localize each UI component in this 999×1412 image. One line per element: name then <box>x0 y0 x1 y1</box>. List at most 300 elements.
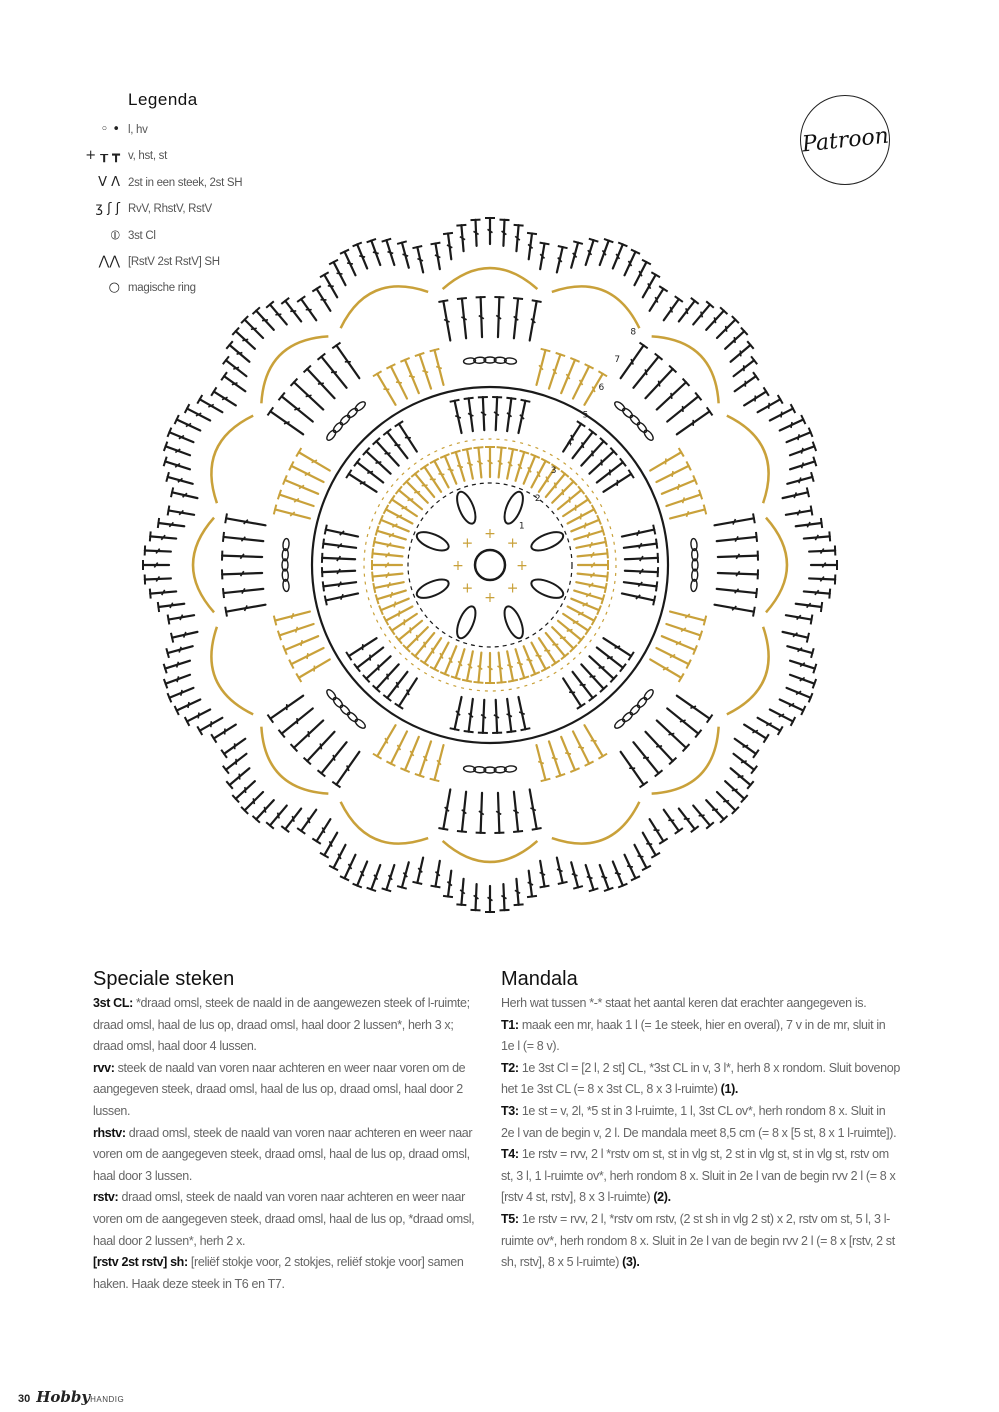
round8-stitch-top <box>829 531 830 541</box>
round3-stitch-top <box>376 594 379 604</box>
round8-stitch-top <box>443 896 453 897</box>
round8-stitch-top <box>456 904 466 905</box>
round3-stitch-top <box>373 583 375 593</box>
round-label: 4 <box>566 438 573 449</box>
cluster-stitch <box>501 604 527 641</box>
definition: draad omsl, steek de naald van voren naar achteren en weer naar voren om de aangegeven steek, draad omsl, haal de lus op, draad omsl, haal door 3 lussen. <box>93 1125 473 1183</box>
round4-stitch-top <box>450 400 460 402</box>
round8-stitch-top <box>297 296 305 302</box>
round3-stitch-top <box>508 448 518 450</box>
round4-stitch-top <box>325 525 327 535</box>
round8-stitch-top <box>166 648 169 658</box>
round7-arch <box>341 286 429 328</box>
round3-stitch-bar <box>467 463 473 465</box>
round5-stitch-bar <box>422 371 428 373</box>
legend-label: l, hv <box>128 124 148 136</box>
round5-stitch-bar <box>291 613 293 619</box>
increase-icon: V Ʌ <box>98 175 120 190</box>
round8-stitch-top <box>158 602 159 612</box>
round8-stitch-bar <box>181 690 182 696</box>
chain-loop <box>332 696 344 709</box>
round8-stitch-top <box>412 246 422 248</box>
round3-stitch-bar <box>438 474 444 475</box>
round8-stitch-bar <box>726 326 727 332</box>
round-instruction <box>501 1015 901 1058</box>
term: T2: <box>501 1060 519 1075</box>
round4-stitch-top <box>653 596 655 606</box>
round6-stitch-top <box>753 513 755 523</box>
legend-label: v, hst, st <box>128 150 167 162</box>
legend-label: magische ring <box>128 282 196 294</box>
patroon-badge <box>800 95 890 185</box>
round8-stitch-top <box>514 225 524 226</box>
round8-stitch-bar <box>799 478 801 484</box>
single-crochet-mark: + <box>484 526 496 542</box>
round3-stitch-bar <box>569 497 570 503</box>
round6-stitch-top <box>756 588 757 598</box>
stitch-def <box>93 1252 483 1295</box>
term: T1: <box>501 1017 519 1032</box>
round3-stitch-top <box>473 447 483 448</box>
round7-arch <box>552 802 640 844</box>
round5-stitch-bar <box>672 471 673 477</box>
round6-stitch-top <box>756 532 757 542</box>
term: T4: <box>501 1147 519 1162</box>
round8-stitch-bar <box>638 856 644 857</box>
round8-stitch-bar <box>403 254 409 256</box>
round-instruction <box>501 1058 901 1101</box>
round3-stitch-bar <box>588 532 590 538</box>
round6-stitch-top <box>707 715 713 723</box>
magic-ring <box>475 550 505 580</box>
round8-stitch-top <box>573 241 583 244</box>
round4-stitch-top <box>323 581 324 591</box>
round8-stitch-top <box>221 372 227 380</box>
chain-loop <box>621 407 634 419</box>
definition: *draad omsl, steek de naald in de aangewezen steek of l-ruimte; draad omsl, haal de lus op, draad omsl, haal door 2 lussen*, herh 3 x; draad omsl, haal door 4 lussen. <box>93 996 470 1054</box>
round3-stitch-bar <box>560 637 566 638</box>
round5-stitch-bar <box>307 653 308 659</box>
round8-stitch-top <box>753 372 759 380</box>
round3-stitch-top <box>497 447 507 448</box>
chain-loop <box>354 718 367 730</box>
round6-stitch-top <box>707 407 713 415</box>
round3-stitch-bar <box>414 492 420 493</box>
page-number: 30 <box>18 1393 31 1405</box>
round5-stitch-bar <box>301 640 302 646</box>
single-crochet-mark: + <box>506 580 519 597</box>
round8-stitch-top <box>456 225 466 226</box>
round8-stitch-top <box>166 472 169 482</box>
chain-loop <box>643 429 655 442</box>
round3-stitch-top <box>605 537 607 547</box>
round5-stitch-bar <box>409 376 415 377</box>
round3-stitch-bar <box>399 611 400 617</box>
brand-logo: Hobby <box>36 1388 91 1406</box>
round3-stitch-top <box>508 680 518 682</box>
round5-stitch-top <box>274 505 277 515</box>
round8-stitch-bar <box>699 815 705 816</box>
round7-arch <box>652 727 719 794</box>
round7-arch <box>727 627 769 715</box>
round8-stitch-bar <box>791 422 792 428</box>
round4-stitch-bar <box>385 453 391 454</box>
round8-stitch-bar <box>734 337 735 343</box>
round8-stitch-bar <box>801 448 802 454</box>
round6-stitch-top <box>225 513 227 523</box>
round3-stitch-top <box>605 583 607 593</box>
cluster-stitch <box>414 576 451 602</box>
round3-stitch-bar <box>388 582 390 588</box>
round8-stitch-bar <box>387 252 393 254</box>
round8-stitch-bar <box>540 872 545 875</box>
relief-stitch-icon: ʒ ʃ ʃ <box>95 201 120 216</box>
round8-stitch-bar <box>251 328 257 329</box>
round6-stitch-bar <box>671 393 672 399</box>
round5-stitch-top <box>541 779 551 782</box>
round8-stitch-top <box>514 904 524 905</box>
round6-stitch-top <box>438 828 448 830</box>
round8-stitch-top <box>573 886 583 889</box>
round5-stitch-bar <box>296 627 298 633</box>
round-label: 8 <box>630 327 637 338</box>
round5-stitch-bar <box>565 753 571 754</box>
round8-stitch-bar <box>797 510 800 515</box>
round3-stitch-top <box>462 448 472 450</box>
round5-stitch-bar <box>678 484 679 490</box>
chain-loop <box>325 429 337 442</box>
round8-stitch-top <box>297 828 305 834</box>
chain-loop <box>613 400 626 412</box>
relief-decrease-icon: ⋀⋀ <box>98 254 120 269</box>
instruction: 1e rstv = rvv, 2 l, *rstv om rstv, (2 st sh in vlg 2 st) x 2, rstv om st, 5 l, 3 l-ruimte ov*, herh rondom 8 x. Sluit in 2e l van de begin rvv 2 l (= 8 x [rstv, 2 st sh, rstv], 8 x 5 l-ruimte) <box>501 1211 895 1270</box>
round8-stitch-top <box>443 233 453 234</box>
chain-loop <box>325 688 337 701</box>
chain-loop <box>339 704 352 717</box>
round8-stitch-bar <box>601 876 607 877</box>
instruction: 1e 3st Cl = [2 l, 2 st] CL, *3st CL in v, 3 l*, herh 8 x rondom. Sluit bovenop het 1e 3st CL (= 8 x 3st CL, 8 x 3 l-ruimte) <box>501 1060 900 1097</box>
round4-stitch-top <box>450 728 460 730</box>
round8-stitch-bar <box>198 713 199 719</box>
round8-stitch-bar <box>180 615 183 620</box>
single-crochet-mark: + <box>461 580 474 597</box>
round6-stitch-bar <box>444 320 449 322</box>
round8-stitch-top <box>431 243 441 245</box>
round8-stitch-top <box>540 243 550 245</box>
round7-arch <box>211 416 253 504</box>
round8-stitch-bar <box>245 787 246 793</box>
round4-stitch-bar <box>601 460 602 466</box>
chain-loop <box>346 407 359 419</box>
term: T3: <box>501 1103 519 1118</box>
round8-stitch-top <box>527 233 537 234</box>
intro-text: Herh wat tussen *-* staat het aantal keren dat erachter aangegeven is. <box>501 996 867 1010</box>
round8-stitch-top <box>558 882 568 884</box>
legend-title: Legenda <box>128 90 198 109</box>
round4-stitch-bar <box>590 676 596 677</box>
round3-stitch-top <box>451 676 461 679</box>
round5-stitch-bar <box>578 747 584 748</box>
section-heading: Mandala <box>501 968 578 990</box>
chain-loop <box>354 400 367 412</box>
instruction: 1e rstv = rvv, 2 l *rstv om st, st in vlg st, 2 st in vlg st, st in vlg st, rstv om st, 3 l, 1 l-ruimte ov*, herh rondom 8 x. Sluit in 2e l van de begin rvv 2 l (= 8 x [rstv 4 st, rstv], 8 x 3 l-ruimte) <box>501 1147 896 1205</box>
stitch-icon: + ┰ ┳ <box>85 148 120 163</box>
round8-stitch-top <box>397 886 407 889</box>
round4-stitch-top <box>506 398 516 399</box>
round6-stitch-top <box>457 298 467 299</box>
round8-stitch-top <box>150 531 151 541</box>
round8-stitch-bar <box>435 255 440 258</box>
stitch-def <box>93 1058 483 1123</box>
chain-loop <box>332 421 344 434</box>
round8-stitch-top <box>811 615 813 625</box>
round5-stitch-bar <box>683 497 685 503</box>
single-crochet-mark: + <box>506 535 519 552</box>
round8-stitch-bar <box>337 273 343 274</box>
cluster-stitch <box>529 576 566 602</box>
round3-stitch-bar <box>581 513 582 519</box>
chain-loop <box>629 414 642 427</box>
magic-ring-icon: ○ <box>108 280 120 295</box>
round6-stitch-top <box>225 607 227 617</box>
chain-loop <box>339 414 352 427</box>
round6-stitch-top <box>753 607 755 617</box>
round-instruction <box>501 1144 901 1209</box>
round4-stitch-top <box>656 539 657 549</box>
round8-stitch-bar <box>239 774 240 780</box>
single-crochet-mark: + <box>484 590 496 606</box>
legend-item <box>60 148 290 168</box>
round7-arch <box>766 518 787 613</box>
round3-stitch-bar <box>585 523 586 529</box>
round5-stitch-bar <box>436 366 442 368</box>
round5-stitch-top <box>430 779 440 782</box>
round3-stitch-top <box>519 451 529 454</box>
round6-stitch-top <box>640 782 648 788</box>
ref: (1). <box>720 1082 739 1097</box>
round8-stitch-top <box>675 828 683 834</box>
cluster-stitch <box>453 489 479 526</box>
round4-stitch-top <box>323 539 324 549</box>
round3-stitch-top <box>601 594 604 604</box>
round3-stitch-bar <box>410 627 411 633</box>
round-label: 7 <box>614 355 621 366</box>
stitch-def <box>93 1187 483 1252</box>
round5-stitch-bar <box>396 382 402 383</box>
round7-arch <box>727 416 769 504</box>
round6-stitch-bar <box>656 746 662 747</box>
round8-stitch-bar <box>253 798 254 804</box>
round3-stitch-top <box>473 682 483 683</box>
round6-stitch-top <box>532 300 542 302</box>
round3-stitch-top <box>607 548 608 558</box>
round3-stitch-top <box>376 526 379 536</box>
round-instruction <box>501 1209 901 1274</box>
round8-stitch-bar <box>373 252 379 253</box>
round8-stitch-top <box>171 487 173 497</box>
round5-stitch-bar <box>552 758 558 760</box>
round3-stitch-top <box>451 451 461 454</box>
round3-stitch-top <box>372 572 373 582</box>
definition: steek de naald van voren naar achteren en weer naar voren om de aangegeven steek, draad omsl, haal de lus op, draad omsl, haal door 2 lussen. <box>93 1060 466 1118</box>
chain-stitch-icon: ◦ • <box>100 122 120 137</box>
chain-loop <box>613 718 626 730</box>
round7-arch <box>211 627 253 715</box>
legend-label: 3st Cl <box>128 230 156 242</box>
round3-stitch-bar <box>552 644 558 645</box>
round3-stitch-top <box>373 537 375 547</box>
round7-arch <box>443 268 538 289</box>
round4-stitch-bar <box>519 712 525 714</box>
round8-stitch-bar <box>184 632 186 638</box>
round8-stitch-top <box>150 589 151 599</box>
round3-stitch-top <box>372 548 373 558</box>
round8-stitch-top <box>540 886 550 888</box>
round5-stitch-top <box>704 505 707 515</box>
round4-stitch-top <box>656 581 657 591</box>
legend-label: 2st in een steek, 2st SH <box>128 177 243 189</box>
round5-stitch-top <box>274 616 277 626</box>
round6-stitch-top <box>532 828 542 830</box>
chain-ring-2 <box>408 483 572 647</box>
single-crochet-mark: + <box>461 535 474 552</box>
legend-label: [RstV 2st RstV] SH <box>128 256 220 268</box>
round4-stitch-top <box>464 731 474 732</box>
term: rvv: <box>93 1060 115 1075</box>
round8-stitch-bar <box>177 662 179 668</box>
definition: draad omsl, steek de naald van voren naar achteren en weer naar voren om de aangegeven steek, draad omsl, haal de lus op, *draad omsl, haal door 2 lussen*, herh 2 x. <box>93 1190 475 1248</box>
round8-stitch-top <box>158 518 159 528</box>
round8-stitch-top <box>829 589 830 599</box>
round3-stitch-top <box>519 676 529 679</box>
round8-stitch-bar <box>798 434 799 440</box>
round8-stitch-bar <box>627 866 633 867</box>
round8-stitch-top <box>821 602 822 612</box>
legend-item <box>60 122 290 142</box>
ref: (3). <box>622 1255 640 1270</box>
round6-stitch-top <box>438 300 448 302</box>
round5-stitch-top <box>704 616 707 626</box>
stitch-def <box>93 993 483 1058</box>
round3-stitch-top <box>607 572 608 582</box>
round8-stitch-top <box>811 506 813 516</box>
round8-stitch-top <box>807 633 809 643</box>
instruction: 1e st = v, 2l, *5 st in 3 l-ruimte, 1 l, 3st CL ov*, herh rondom 8 x. Sluit in 2e l van de begin v, 2 l. De mandala meet 8,5 cm (= 8 x [5 st, 8 x 1 l-ruimte]). <box>501 1103 897 1140</box>
chain-loop <box>636 421 649 434</box>
single-crochet-mark: + <box>516 558 528 574</box>
round8-stitch-bar <box>347 263 353 264</box>
round4-stitch-top <box>325 596 327 606</box>
cluster-icon: ⦶ <box>110 228 120 243</box>
round8-stitch-bar <box>723 801 729 802</box>
round4-stitch-bar <box>341 594 343 600</box>
round8-stitch-top <box>821 518 822 528</box>
round6-stitch-top <box>640 343 648 349</box>
round8-stitch-bar <box>275 314 281 315</box>
round3-stitch-bar <box>590 542 592 548</box>
round8-stitch-top <box>168 506 170 516</box>
brand-logo-suffix: HANDIG <box>90 1395 125 1404</box>
round-label: 2 <box>534 493 541 504</box>
chain-loop <box>636 696 649 709</box>
instruction: maak een mr, haak 1 l (= 1e steek, hier en overal), 7 v in de mr, sluit in 1e l (= 8 v). <box>501 1017 886 1054</box>
round-label: 3 <box>550 466 557 477</box>
term: rstv: <box>93 1190 119 1205</box>
round5-stitch-top <box>430 349 440 352</box>
cluster-stitch <box>453 604 479 641</box>
mandala-instructions <box>501 965 901 1274</box>
term: [rstv 2st rstv] sh: <box>93 1255 188 1270</box>
round6-stitch-bar <box>318 383 324 384</box>
round8-stitch-top <box>753 750 759 758</box>
round7-arch <box>443 841 538 862</box>
single-crochet-mark: + <box>452 558 464 574</box>
round6-stitch-top <box>457 831 467 832</box>
round8-stitch-top <box>811 472 814 482</box>
round8-stitch-bar <box>794 492 796 498</box>
round8-stitch-bar <box>359 256 365 257</box>
term: T5: <box>501 1211 519 1226</box>
round3-stitch-bar <box>536 656 542 657</box>
round4-stitch-bar <box>455 416 461 418</box>
ref: (2). <box>653 1190 671 1205</box>
round3-stitch-bar <box>422 485 428 486</box>
section-heading: Speciale steken <box>93 968 235 990</box>
term: 3st CL: <box>93 996 133 1010</box>
chain-loop <box>621 711 634 724</box>
round3-stitch-bar <box>526 660 532 661</box>
round4-stitch-top <box>521 728 531 730</box>
round8-stitch-bar <box>417 259 423 261</box>
legend-label: RvV, RhstV, RstV <box>128 203 212 215</box>
round6-stitch-bar <box>530 808 535 810</box>
round6-stitch-bar <box>245 605 247 610</box>
round6-stitch-bar <box>308 731 309 737</box>
round8-stitch-bar <box>557 869 563 871</box>
round7-arch <box>261 727 328 794</box>
round4-stitch-bar <box>637 530 639 536</box>
round8-stitch-bar <box>587 877 593 879</box>
round3-stitch-bar <box>507 665 513 667</box>
chain-loop <box>643 688 655 701</box>
round8-stitch-top <box>431 886 441 888</box>
round3-stitch-top <box>601 526 604 536</box>
round8-stitch-top <box>171 633 173 643</box>
round8-stitch-top <box>811 648 814 658</box>
round8-stitch-bar <box>188 702 189 708</box>
mandala-diagram <box>90 175 890 955</box>
round8-stitch-top <box>168 615 170 625</box>
round3-stitch-top <box>462 680 472 682</box>
chain-loop <box>346 711 359 724</box>
round3-stitch-bar <box>417 635 418 641</box>
round8-stitch-top <box>527 896 537 897</box>
round8-stitch-bar <box>712 809 718 810</box>
round6-stitch-top <box>513 831 523 832</box>
round8-stitch-bar <box>802 462 804 468</box>
round-label: 5 <box>582 410 589 421</box>
round4-stitch-top <box>653 525 655 535</box>
round8-stitch-bar <box>262 320 268 321</box>
round7-arch <box>341 802 429 844</box>
round-label: 6 <box>598 382 605 393</box>
definition: [reliëf stokje voor, 2 stokjes, reliëf stokje voor] samen haken. Haak deze steek in T6 en T7. <box>93 1255 464 1291</box>
round8-stitch-top <box>558 246 568 248</box>
round3-stitch-bar <box>562 489 563 495</box>
round7-arch <box>652 336 719 403</box>
round5-stitch-bar <box>538 762 544 764</box>
round8-stitch-bar <box>781 412 782 418</box>
